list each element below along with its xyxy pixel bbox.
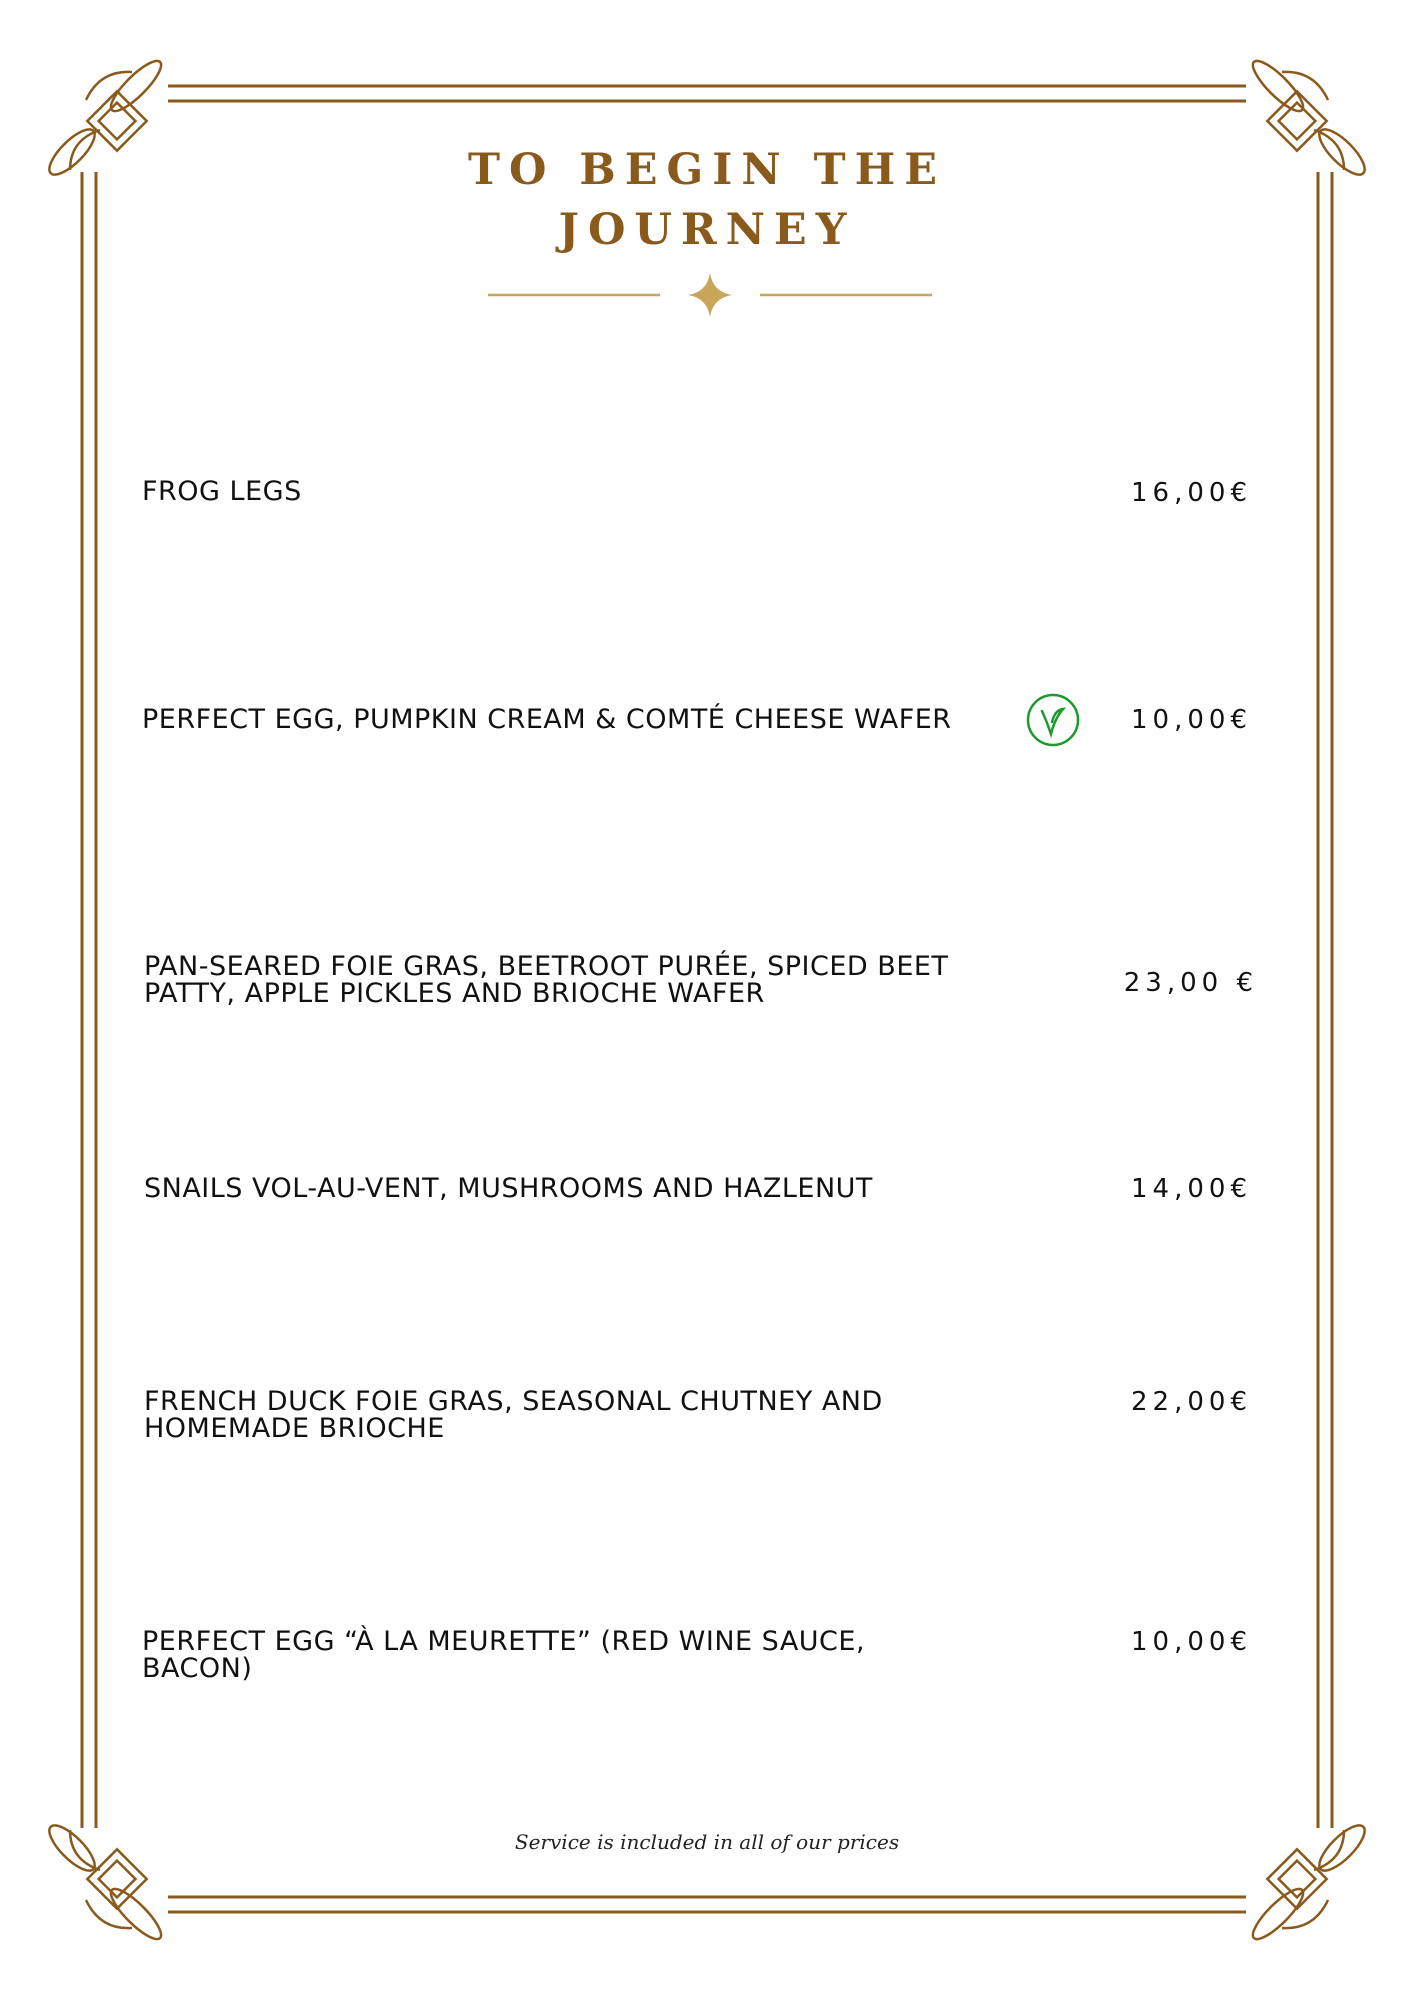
star-divider bbox=[480, 272, 940, 318]
footer-note: Service is included in all of our prices bbox=[514, 1830, 900, 1854]
menu-item-name: FRENCH DUCK FOIE GRAS, SEASONAL CHUTNEY AND HOMEMADE BRIOCHE bbox=[144, 1386, 883, 1444]
page-title bbox=[0, 140, 1414, 260]
menu-item-name: PERFECT EGG “À LA MEURETTE” (RED WINE SAUCE, BACON) bbox=[142, 1626, 866, 1684]
page-title-line-2: JOURNEY bbox=[558, 205, 856, 255]
menu-item-price: 10,00€ bbox=[1131, 1627, 1252, 1657]
menu-item-price: 10,00€ bbox=[1131, 705, 1252, 735]
menu-item-price: 23,00 € bbox=[1123, 968, 1258, 998]
menu-item-name: FROG LEGS bbox=[142, 476, 302, 507]
vegetarian-leaf-icon bbox=[1025, 692, 1081, 748]
menu-item-name: PERFECT EGG, PUMPKIN CREAM & COMTÉ CHEESE WAFER bbox=[142, 704, 952, 735]
sparkle-star-icon bbox=[688, 273, 732, 317]
menu-item-price: 16,00€ bbox=[1131, 478, 1252, 508]
menu-item-price: 22,00€ bbox=[1131, 1387, 1252, 1417]
page-title-line-1: TO BEGIN THE bbox=[467, 145, 947, 195]
menu-item-price: 14,00€ bbox=[1131, 1174, 1252, 1204]
menu-item-name: PAN-SEARED FOIE GRAS, BEETROOT PURÉE, SPICED BEET PATTY, APPLE PICKLES AND BRIOCHE WAFER bbox=[144, 951, 949, 1009]
menu-item-name: SNAILS VOL-AU-VENT, MUSHROOMS AND HAZLENUT bbox=[144, 1173, 873, 1204]
